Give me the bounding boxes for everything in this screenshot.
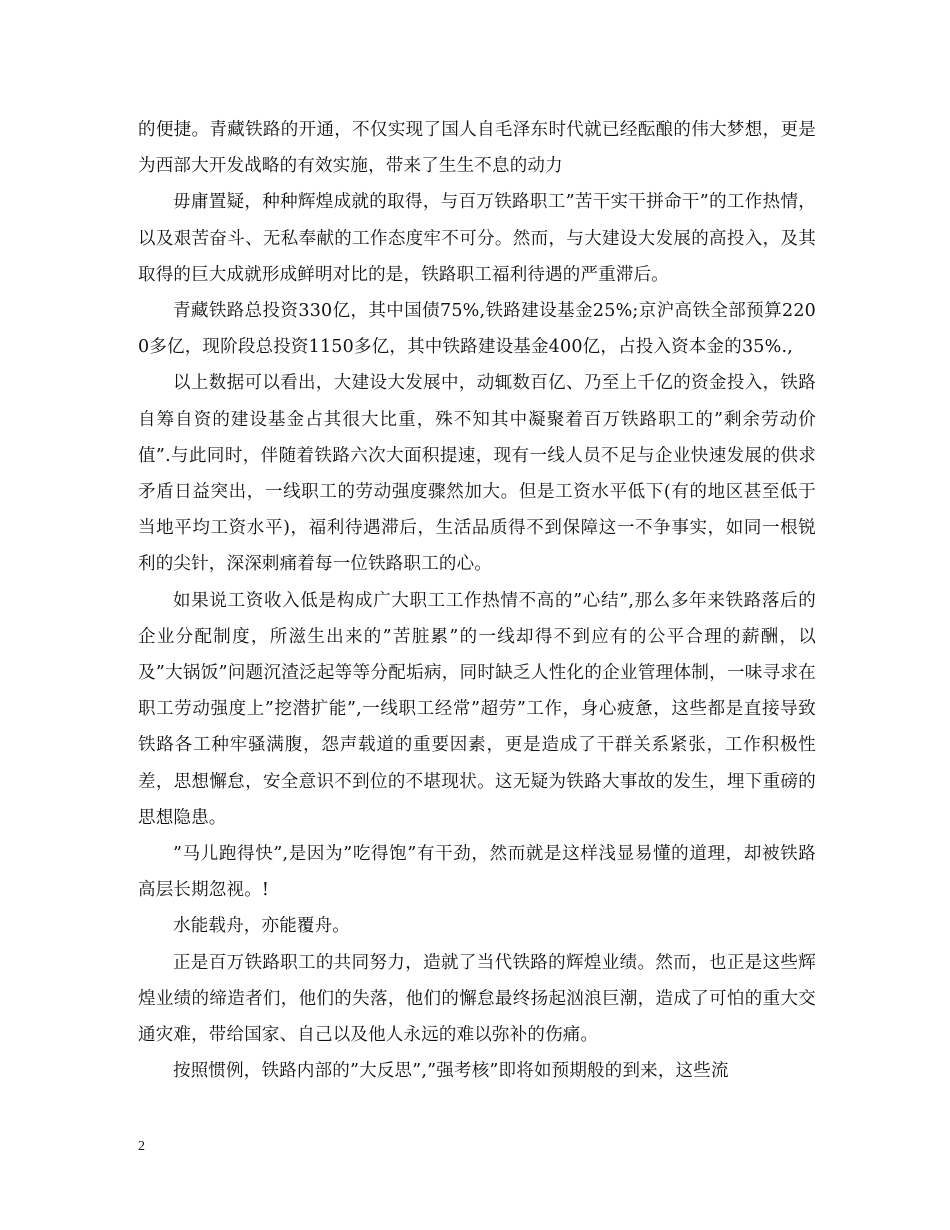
page-number: 2	[138, 1139, 145, 1154]
paragraph: 按照惯例，铁路内部的”大反思”,”强考核”即将如预期般的到来，这些流	[173, 1061, 729, 1082]
paragraph: 以上数据可以看出，大建设大发展中，动辄数百亿、乃至上千亿的资金投入，铁路自筹自资的建设基金占其很大比重，殊不知其中凝聚着百万铁路职工的”剩余劳动价值”.与此同时，伴随着铁路六次大面积提速，现有一线人员不足与企业快速发展的供求矛盾日益突出，一线职工的劳动强度骤然加大。但是工资水平低下(有的地区甚至低于当地平均工资水平)，福利待遇滞后，生活品质得不到保障这一不争事实，如同一根锐利的尖针，深深刺痛着每一位铁路职工的心。	[138, 373, 816, 575]
body-text	[138, 112, 816, 1089]
paragraph: 水能载舟，亦能覆舟。	[173, 916, 350, 937]
paragraph: 正是百万铁路职工的共同努力，造就了当代铁路的辉煌业绩。然而，也正是这些辉煌业绩的缔造者们，他们的失落，他们的懈怠最终扬起汹浪巨潮，造成了可怕的重大交通灾难，带给国家、自己以及他人永远的难以弥补的伤痛。	[138, 952, 816, 1046]
paragraph: 毋庸置疑，种种辉煌成就的取得，与百万铁路职工”苦干实干拼命干”的工作热情，以及艰苦奋斗、无私奉献的工作态度牢不可分。然而，与大建设大发展的高投入，及其取得的巨大成就形成鲜明对比的是，铁路职工福利待遇的严重滞后。	[138, 192, 816, 285]
paragraph: 青藏铁路总投资330亿，其中国债75%,铁路建设基金25%;京沪高铁全部预算2200多亿，现阶段总投资1150多亿，其中铁路建设基金400亿，占投入资本金的35%.,	[138, 301, 816, 358]
paragraph-continuation: 的便捷。青藏铁路的开通，不仅实现了国人自毛泽东时代就已经酝酿的伟大梦想，更是为西部大开发战略的有效实施，带来了生生不息的动力	[138, 120, 816, 177]
paragraph: ”马儿跑得快”,是因为”吃得饱”有干劲，然而就是这样浅显易懂的道理，却被铁路高层长期忽视。!	[138, 844, 816, 901]
paragraph: 如果说工资收入低是构成广大职工工作热情不高的”心结”,那么多年来铁路落后的企业分配制度，所滋生出来的”苦脏累”的一线却得不到应有的公平合理的薪酬，以及”大锅饭”问题沉渣泛起等等分配垢病，同时缺乏人性化的企业管理体制，一味寻求在职工劳动强度上”挖潜扩能”,一线职工经常”超劳”工作，身心疲惫，这些都是直接导致铁路各工种牢骚满腹，怨声载道的重要因素，更是造成了干群关系紧张，工作积极性差，思想懈怠，安全意识不到位的不堪现状。这无疑为铁路大事故的发生，埋下重磅的思想隐患。	[138, 590, 816, 828]
